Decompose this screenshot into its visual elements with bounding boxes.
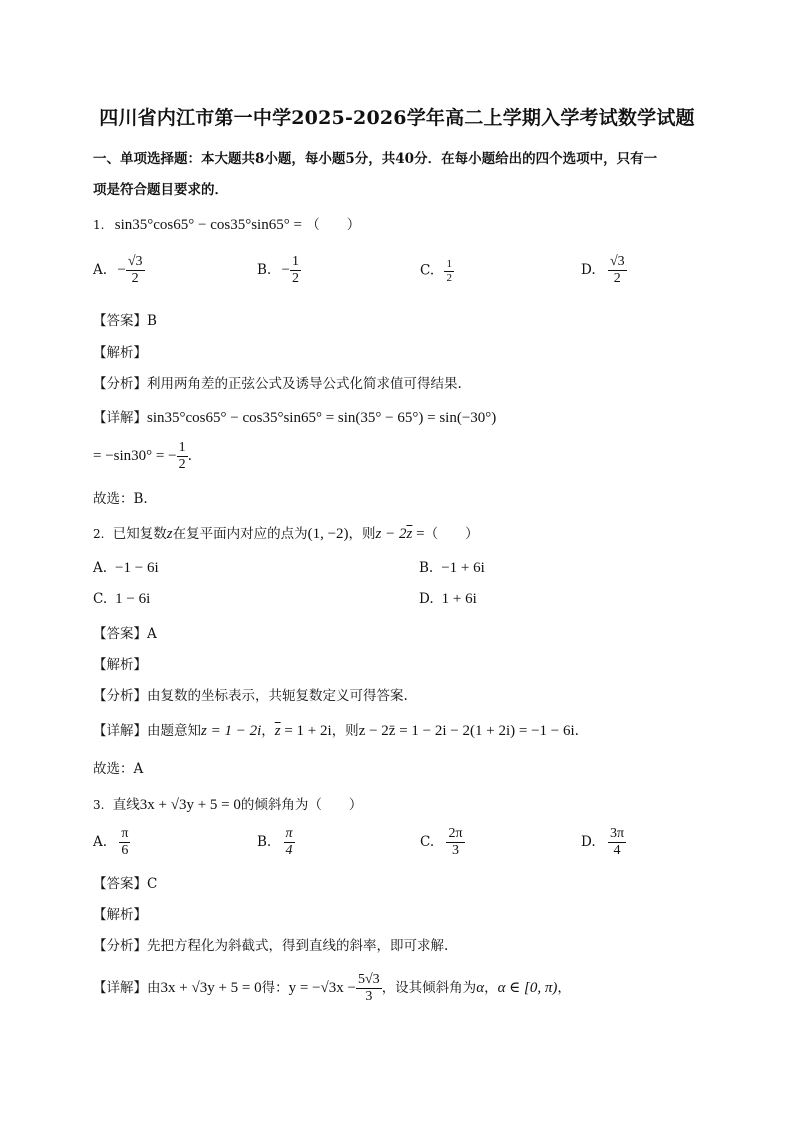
q1-analysis-label: 【解析】 xyxy=(93,345,147,361)
detail-expression: = 1 + 2i xyxy=(280,723,332,739)
q3-paren: （ ） xyxy=(308,797,363,813)
option-label: C. xyxy=(420,834,435,851)
xiangjie-label: 【详解】 xyxy=(93,410,147,426)
option-sign: − xyxy=(281,262,290,279)
fraction-numerator: 2π xyxy=(446,826,464,843)
q2-paren: （ ） xyxy=(424,526,479,542)
detail-fraction xyxy=(177,440,188,473)
fraction-numerator: √3 xyxy=(608,254,627,271)
q1-stem xyxy=(93,213,360,234)
detail-text: 得： xyxy=(261,980,289,997)
choose-value: A xyxy=(133,761,144,777)
fraction-numerator: 1 xyxy=(446,258,452,270)
detail-zbar: $\overline{z}$ xyxy=(274,723,281,739)
q2-point: (1, −2) xyxy=(307,526,349,542)
q3-option-a[interactable] xyxy=(93,826,130,859)
q3-equation: 3x + √3y + 5 = 0 xyxy=(139,797,241,813)
fraction-denominator: 2 xyxy=(178,457,186,473)
fraction-denominator: 2 xyxy=(446,271,452,284)
q2-expression: = xyxy=(412,526,425,542)
choose-label: 故选： xyxy=(93,491,134,507)
q3-answer xyxy=(93,872,157,892)
q3-text: 的倾斜角为 xyxy=(240,797,309,813)
detail-text: ，则 xyxy=(331,723,359,739)
detail-expression: = −sin30° = − xyxy=(93,448,177,465)
q2-zbar: $\overline{z}$ xyxy=(406,526,413,542)
fraction-numerator: 5√3 xyxy=(356,972,382,989)
xiangjie-label: 【详解】 xyxy=(93,723,147,739)
detail-range: α ∈ [0, π) xyxy=(497,980,558,997)
detail-end: . xyxy=(574,723,579,739)
section-header-line1: 一、单项选择题：本大题共8小题，每小题5分，共40分．在每小题给出的四个选项中，只有一 xyxy=(93,151,658,167)
fraction-denominator: 3 xyxy=(365,989,373,1005)
fraction-numerator: π xyxy=(119,826,130,843)
fenxi-text: 利用两角差的正弦公式及诱导公式化简求值可得结果. xyxy=(147,376,462,392)
option-label: D. xyxy=(581,262,596,279)
q2-analysis-label: 【解析】 xyxy=(93,657,147,673)
q1-option-c[interactable] xyxy=(420,258,454,284)
q1-detail-line2 xyxy=(93,440,192,473)
q1-paren: （ ） xyxy=(306,217,361,233)
option-text: 1 − 6i xyxy=(115,591,151,607)
fenxi-text: 由复数的坐标表示，共轭复数定义可得答案. xyxy=(147,688,408,704)
option-text: −1 − 6i xyxy=(115,560,159,576)
detail-text: 由题意知 xyxy=(147,723,201,739)
fraction-numerator: π xyxy=(284,826,295,843)
fraction-denominator: 6 xyxy=(121,843,129,859)
option-label: B. xyxy=(257,262,272,279)
q3-detail xyxy=(93,972,571,1005)
q1-expression: sin35°cos65° − cos35°sin65° = xyxy=(114,217,302,233)
fraction-numerator: 1 xyxy=(177,440,188,457)
option-text: −1 + 6i xyxy=(441,560,485,576)
q1-option-b[interactable] xyxy=(257,254,301,287)
section-header-line2: 项是符合题目要求的． xyxy=(93,182,228,198)
detail-expression: z = 1 − 2i xyxy=(201,723,262,739)
q2-option-c[interactable] xyxy=(93,591,150,608)
q3-analysis-label: 【解析】 xyxy=(93,907,147,923)
q1-option-a[interactable] xyxy=(93,254,145,287)
fenxi-label: 【分析】 xyxy=(93,938,147,954)
answer-value: B xyxy=(147,313,157,329)
fraction-denominator: 4 xyxy=(285,843,293,859)
q1-fenxi xyxy=(93,372,462,392)
detail-end: . xyxy=(187,448,192,465)
fraction-denominator: 4 xyxy=(613,843,621,859)
q3-option-c[interactable] xyxy=(420,826,465,859)
option-label: D. xyxy=(581,834,596,851)
q1-detail-line1 xyxy=(93,406,496,427)
q2-stem xyxy=(93,522,479,543)
fraction-denominator: 2 xyxy=(613,271,621,287)
option-fraction xyxy=(126,254,145,287)
q2-text: ，则 xyxy=(348,526,376,542)
fenxi-label: 【分析】 xyxy=(93,376,147,392)
answer-label: 【答案】 xyxy=(93,313,147,329)
q2-option-b[interactable] xyxy=(419,560,485,577)
q2-text: 在复平面内对应的点为 xyxy=(172,526,308,542)
q2-fenxi xyxy=(93,684,408,704)
detail-text: ， xyxy=(484,980,498,997)
option-fraction xyxy=(119,826,130,859)
detail-expression: z − 2z̄ = 1 − 2i − 2(1 + 2i) = −1 − 6i xyxy=(358,723,575,739)
q3-option-d[interactable] xyxy=(581,826,626,859)
answer-label: 【答案】 xyxy=(93,626,147,642)
q1-option-d[interactable] xyxy=(581,254,627,287)
q2-option-a[interactable] xyxy=(93,560,159,577)
detail-text: ， xyxy=(261,723,275,739)
option-label: C. xyxy=(93,591,108,607)
detail-expression: y = −√3x − xyxy=(288,980,356,997)
option-sign: − xyxy=(117,262,126,279)
option-text: 1 + 6i xyxy=(441,591,477,607)
detail-text: ，设其倾斜角为 xyxy=(381,980,477,997)
detail-expression: sin35°cos65° − cos35°sin65° = sin(35° − 65°) = sin(−30°) xyxy=(147,410,497,426)
q3-stem xyxy=(93,793,362,814)
option-label: C. xyxy=(420,262,435,279)
detail-text: 由 xyxy=(147,980,161,997)
choose-label: 故选： xyxy=(93,761,134,777)
q2-var-z: z xyxy=(166,526,173,542)
fenxi-text: 先把方程化为斜截式，得到直线的斜率，即可求解. xyxy=(147,938,449,954)
answer-label: 【答案】 xyxy=(93,876,147,892)
option-fraction xyxy=(284,826,295,859)
q1-answer xyxy=(93,309,157,329)
page-title: 四川省内江市第一中学2025-2026学年高二上学期入学考试数学试题 xyxy=(99,107,695,129)
option-fraction xyxy=(608,254,627,287)
q2-answer xyxy=(93,622,157,642)
fraction-denominator: 2 xyxy=(291,271,299,287)
q3-text: 直线 xyxy=(112,797,140,813)
detail-equation: 3x + √3y + 5 = 0 xyxy=(160,980,262,997)
detail-fraction xyxy=(356,972,382,1005)
detail-alpha: α xyxy=(476,980,485,997)
option-label: A. xyxy=(93,560,108,576)
answer-value: A xyxy=(147,626,157,642)
fraction-numerator: √3 xyxy=(126,254,145,271)
answer-value: C xyxy=(147,876,158,892)
option-label: A. xyxy=(93,834,108,851)
q2-detail xyxy=(93,719,579,740)
q1-choose xyxy=(93,487,148,507)
option-label: B. xyxy=(419,560,434,576)
q2-choose xyxy=(93,757,143,777)
q2-text: 已知复数 xyxy=(112,526,167,542)
option-label: D. xyxy=(419,591,434,607)
q2-expression: z − 2 xyxy=(375,526,407,542)
option-fraction xyxy=(290,254,301,287)
detail-text: ， xyxy=(557,980,571,997)
q3-number: 3. xyxy=(93,798,105,812)
fraction-numerator: 3π xyxy=(608,826,626,843)
option-fraction xyxy=(444,258,454,284)
q2-option-d[interactable] xyxy=(419,591,477,608)
option-label: A. xyxy=(93,262,108,279)
q2-number: 2. xyxy=(93,527,105,541)
option-fraction xyxy=(446,826,464,859)
option-label: B. xyxy=(257,834,272,851)
fraction-numerator: 1 xyxy=(290,254,301,271)
option-fraction xyxy=(608,826,626,859)
fraction-denominator: 2 xyxy=(131,271,139,287)
xiangjie-label: 【详解】 xyxy=(93,980,147,997)
q3-fenxi xyxy=(93,934,448,954)
fraction-denominator: 3 xyxy=(451,843,459,859)
choose-value: B. xyxy=(133,491,148,507)
q1-number: 1. xyxy=(93,218,105,232)
fenxi-label: 【分析】 xyxy=(93,688,147,704)
q3-option-b[interactable] xyxy=(257,826,295,859)
